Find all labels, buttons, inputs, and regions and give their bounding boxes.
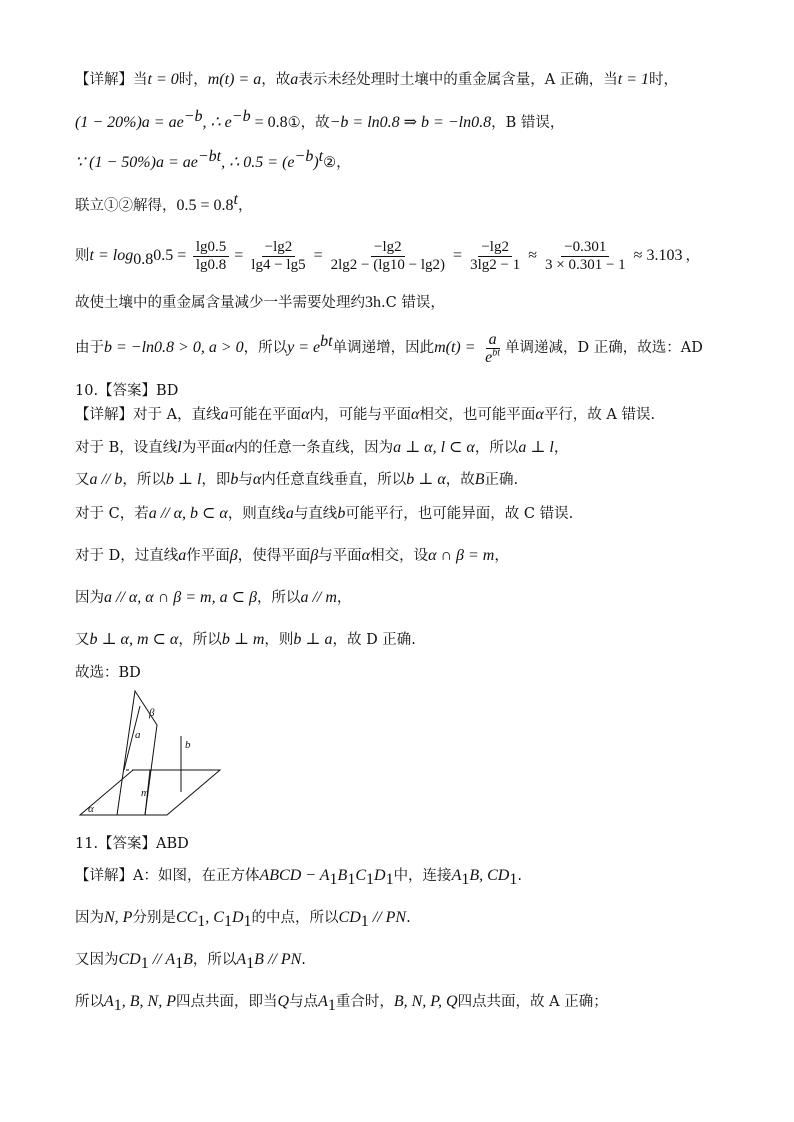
text: 单调递减，D 正确，故选：AD <box>505 340 703 356</box>
math-sub: 1 <box>246 954 255 972</box>
text: ，即 <box>201 472 231 488</box>
math: , B, N, P <box>121 993 176 1010</box>
math: t = 1 <box>617 71 650 88</box>
math-sub: 1 <box>223 912 232 930</box>
text: ①，故 <box>287 115 330 131</box>
text: 表示未经处理时土壤中的重金属含量，A 正确，当 <box>298 72 618 88</box>
q10-answer: 10.【答案】BD <box>75 383 179 399</box>
math: 0.5 = 0.8 <box>176 197 234 214</box>
math: 0.5 = <box>153 247 187 264</box>
q11-line-1 <box>75 865 754 887</box>
math: b <box>337 505 346 522</box>
text: 由于 <box>75 340 104 356</box>
text: 内任意直线垂直，所以 <box>261 472 407 488</box>
math: b ⊥ l <box>165 471 202 488</box>
math-sup: bt <box>492 347 501 359</box>
math: D <box>231 909 244 926</box>
operator: = <box>313 247 323 264</box>
math-sup: −b <box>294 148 314 166</box>
math: β <box>229 547 238 564</box>
math: , ∴ e <box>202 114 232 131</box>
math: = 0.8 <box>250 114 288 131</box>
numerator: −0.301 <box>561 239 609 257</box>
text: 的中点，所以 <box>251 910 339 926</box>
text: 可能平行，也可能异面，故 C 错误. <box>345 506 574 522</box>
text: ，所以 <box>243 340 288 356</box>
math: N, P <box>104 909 133 926</box>
text: 作平面 <box>186 548 230 564</box>
math: // PN <box>368 909 407 926</box>
text: 所以 <box>75 994 104 1010</box>
text: ，故 D 正确. <box>332 632 416 648</box>
label-a: a <box>135 729 141 741</box>
text: 故使土壤中的重金属含量减少一半需要处理约 <box>75 295 365 311</box>
text: 对于 D，过直线 <box>75 548 179 564</box>
math-sub: 1 <box>347 870 356 888</box>
fraction <box>542 239 629 274</box>
math: a // α, b ⊂ α <box>148 505 228 522</box>
math: B <box>183 951 193 968</box>
text: 因为 <box>75 910 104 926</box>
text: 联立①②解得， <box>75 198 177 214</box>
math: b ⊥ a <box>293 631 333 648</box>
math: CC <box>175 909 198 926</box>
math-sub: 1 <box>360 912 369 930</box>
label-alpha: α <box>88 803 94 815</box>
text: 又因为 <box>75 952 119 968</box>
math: B, CD <box>469 867 510 884</box>
text: ，所以 <box>192 952 237 968</box>
text: 可能在平面 <box>228 407 302 423</box>
text: ，则 <box>264 632 294 648</box>
math: D <box>374 867 386 884</box>
text: ，所以 <box>474 440 519 456</box>
fraction <box>248 239 308 274</box>
math: a // b <box>89 471 123 488</box>
q10-line-5 <box>75 545 754 567</box>
math: , ∴ 0.5 = (e <box>221 154 295 171</box>
math-sup: −b <box>183 108 203 126</box>
q11-line-3 <box>75 949 754 971</box>
q11-line-4 <box>75 991 754 1013</box>
math: C <box>355 867 366 884</box>
math: ∵ (1 − 50%)a = ae <box>75 154 198 171</box>
q9-line-1 <box>75 69 754 91</box>
numerator: −lg2 <box>478 239 512 257</box>
text: 内，可能与平面 <box>309 407 411 423</box>
math: A <box>451 867 462 884</box>
math: A <box>236 951 247 968</box>
text: 平行，故 A 错误. <box>543 407 656 423</box>
math: , C <box>205 909 224 926</box>
math: l <box>177 439 182 456</box>
fraction <box>482 331 503 366</box>
text: 四点共面，故 A 正确； <box>457 994 608 1010</box>
math: m(t) = <box>434 339 476 356</box>
q11-line-2 <box>75 907 754 929</box>
text: 又 <box>75 472 90 488</box>
q9-line-4 <box>75 191 754 217</box>
text: 相交，也可能平面 <box>419 407 536 423</box>
math: ABCD − A <box>259 867 330 884</box>
fraction <box>328 239 448 274</box>
math: a <box>178 547 187 564</box>
text: 分别是 <box>132 910 176 926</box>
text: 与平面 <box>318 548 362 564</box>
q10-line-4 <box>75 503 754 525</box>
q10-line-2 <box>75 437 754 459</box>
numerator: −lg2 <box>371 239 405 257</box>
text: ，故 <box>445 472 475 488</box>
numerator: a <box>486 331 500 349</box>
numerator: −lg2 <box>262 239 296 257</box>
text: ，所以 <box>256 590 301 606</box>
text: ， <box>237 198 253 214</box>
q10-line-7 <box>75 629 754 651</box>
text: 相交，设 <box>370 548 429 564</box>
text: 正确. <box>484 472 519 488</box>
detail-tag: 【详解】 <box>75 868 133 884</box>
math: 3h <box>365 294 381 311</box>
math-sup: t <box>233 191 238 209</box>
math: α <box>535 406 544 423</box>
text: ②， <box>323 155 351 171</box>
math: t = log <box>89 247 134 264</box>
operator: ≈ 3.103 <box>633 247 683 264</box>
text: 与 <box>238 472 253 488</box>
text: ，则直线 <box>227 506 286 522</box>
math: a // m <box>300 589 337 606</box>
label-b: b <box>185 739 191 751</box>
math-sub: 1 <box>461 870 470 888</box>
q9-line-7 <box>75 328 754 368</box>
text: 对于 B，设直线 <box>75 440 178 456</box>
math-sub: 1 <box>385 870 394 888</box>
math: A <box>318 993 328 1010</box>
label-m: m <box>141 787 149 799</box>
figure-svg <box>68 688 228 824</box>
label-beta: β <box>149 707 155 719</box>
text: ， <box>685 248 700 264</box>
text: 内的任意一条直线，因为 <box>233 440 394 456</box>
q9-line-6 <box>75 292 754 314</box>
math-sup: −b <box>231 108 251 126</box>
math: b = −ln0.8 > 0, a > 0 <box>104 339 244 356</box>
denominator: 3 × 0.301 − 1 <box>544 256 626 273</box>
text: 当 <box>133 72 148 88</box>
denominator: 2lg2 − (lg10 − lg2) <box>330 256 446 273</box>
text: A：如图，在正方体 <box>133 868 260 884</box>
math: α <box>411 406 420 423</box>
math: a <box>285 505 294 522</box>
text: 四点共面，即当 <box>176 994 278 1010</box>
math-sub: 1 <box>329 870 338 888</box>
math: t = 0 <box>147 71 179 88</box>
q9-line-3 <box>75 148 754 174</box>
math: m(t) = a <box>207 71 262 88</box>
plane-intersection-figure <box>68 688 228 824</box>
math: CD <box>118 951 141 968</box>
text: ，B 错误， <box>491 115 565 131</box>
math: b <box>230 471 239 488</box>
math-sub: 1 <box>243 912 252 930</box>
fraction <box>467 239 523 274</box>
fraction <box>193 239 229 274</box>
math-sub: 1 <box>140 954 149 972</box>
text: ，故 <box>261 72 291 88</box>
q11-answer: 11.【答案】ABD <box>75 836 189 852</box>
math: a // α, α ∩ β = m, a ⊂ β <box>104 589 257 606</box>
math: B, N, P, Q <box>393 993 458 1010</box>
denominator: lg4 − lg5 <box>251 256 306 273</box>
text: 与点 <box>289 994 319 1010</box>
text: ，所以 <box>122 472 166 488</box>
math: α <box>301 406 310 423</box>
math-sub: 1 <box>366 870 374 888</box>
text: ，所以 <box>178 632 222 648</box>
operator: = <box>453 247 463 264</box>
math-sup: bt <box>320 333 333 351</box>
math: ) <box>313 154 319 171</box>
math: a ⊥ l <box>518 439 554 456</box>
math: // A <box>148 951 176 968</box>
text: ， <box>494 548 509 564</box>
text: . <box>517 868 522 884</box>
text: 为平面 <box>181 440 226 456</box>
text: 因为 <box>75 590 104 606</box>
math: b ⊥ m <box>221 631 265 648</box>
q10-line-3 <box>75 469 754 491</box>
text: ， <box>336 590 352 606</box>
math: B // PN <box>254 951 302 968</box>
math: α <box>252 471 262 488</box>
math: b ⊥ α, m ⊂ α <box>89 631 179 648</box>
text: ， <box>553 440 569 456</box>
math: −b = ln0.8 ⇒ b = −ln0.8 <box>329 114 492 131</box>
denominator: lg0.8 <box>195 256 227 273</box>
math-sub: 1 <box>327 996 336 1014</box>
operator: = <box>234 247 244 264</box>
math: b ⊥ α <box>406 471 446 488</box>
math: α <box>361 547 371 564</box>
text: 单调递增，因此 <box>332 340 435 356</box>
text: 则 <box>75 248 90 264</box>
q9-line-5 <box>75 236 754 276</box>
math: B <box>474 471 485 488</box>
text: ，使得平面 <box>237 548 311 564</box>
text: 重合时， <box>335 994 394 1010</box>
numerator: lg0.5 <box>193 239 229 257</box>
math-sup: t <box>318 148 324 166</box>
math: y = e <box>287 339 321 356</box>
math: a ⊥ α, l ⊂ α <box>393 439 475 456</box>
text: .C 错误， <box>381 295 445 311</box>
math-sup: −bt <box>197 148 222 166</box>
operator: ≈ <box>528 247 537 264</box>
math: β <box>310 547 319 564</box>
text: . <box>406 910 411 926</box>
math-sub: 1 <box>175 954 184 972</box>
math: a <box>290 71 299 88</box>
text: 中，连接 <box>393 868 452 884</box>
math-sub: 1 <box>113 996 122 1014</box>
detail-tag: 【详解】 <box>75 407 133 423</box>
math: B <box>337 867 348 884</box>
text: 时， <box>649 72 679 88</box>
text: 时， <box>178 72 208 88</box>
text: 对于 A，直线 <box>133 407 221 423</box>
q9-line-2 <box>75 108 754 134</box>
math: e <box>485 348 493 366</box>
denominator <box>482 349 503 366</box>
math: a <box>220 406 229 423</box>
text: . <box>301 952 306 968</box>
q10-conclusion: 故选：BD <box>75 665 141 681</box>
math: α ∩ β = m <box>428 547 495 564</box>
text: 与直线 <box>293 506 338 522</box>
text: 对于 C，若 <box>75 506 149 522</box>
math-sub: 0.8 <box>133 250 154 268</box>
math: A <box>104 993 114 1010</box>
math: (1 − 20%)a = ae <box>75 114 184 131</box>
math-sub: 1 <box>197 912 206 930</box>
math: α <box>225 439 234 456</box>
q10-line-6 <box>75 587 754 609</box>
math: CD <box>338 909 361 926</box>
denominator: 3lg2 − 1 <box>470 256 521 273</box>
text: 又 <box>75 632 90 648</box>
math-sub: 1 <box>509 870 518 888</box>
q10-line-1 <box>75 404 754 426</box>
math: Q <box>277 993 290 1010</box>
detail-tag: 【详解】 <box>75 72 133 88</box>
